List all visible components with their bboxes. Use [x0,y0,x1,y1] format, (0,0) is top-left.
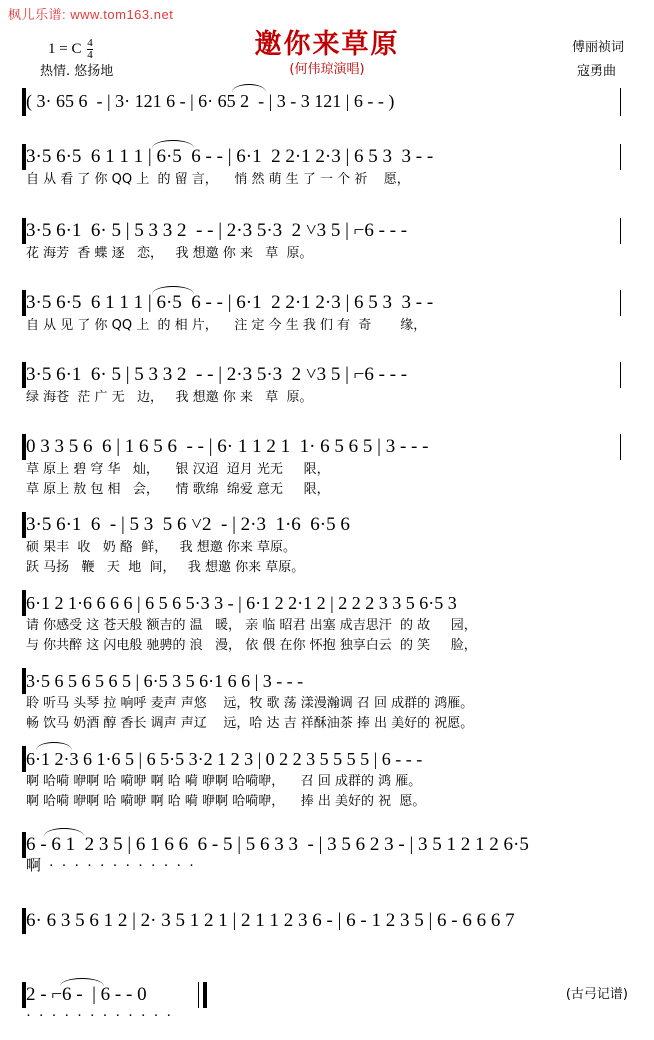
tempo-marking: 热情. 悠扬地 [40,64,114,79]
lyrics-line: 绿 海苍 茫 广 无 边， 我 想邀 你 来 草 原。 [26,390,313,405]
lyrics-line-b: 畅 饮马 奶酒 醇 香长 调声 声辽 远，哈 达 吉 祥酥油茶 捧 出 美好的 祝愿。 [26,716,474,731]
lyrics-line-b: 跃 马扬 鞭 天 地 间， 我 想邀 你来 草原。 [26,560,305,575]
notes-line: 3·5 6·1 6 - | 5 3 5 6 ˅2 - | 2·3 1·6 6·5 6 [26,514,350,535]
barline-end [620,88,621,116]
slur-mark [60,978,104,986]
system-verse1-line2 [26,218,628,264]
barline-start [22,88,26,116]
notes-line: 3·5 6·1 6· 5 | 5 3 3 2 - - | 2·3 5·3 2 ˅3 5 | ⌐6 - - - [26,364,408,385]
lyrics-line-b: 与 你共醉 这 闪电般 驰骋的 浪 漫， 依 偎 在你 怀抱 独享白云 的 笑 脸， [26,638,477,653]
barline-start [22,746,26,772]
notes-line: 3·5 6 5 6 5 6 5 | 6·5 3 5 6·1 6 6 | 3 - - - [26,671,304,691]
barline-end [620,144,621,170]
key-signature-text: 1 = C [48,40,82,57]
credit-transcriber: (古弓记谱) [565,987,628,1002]
watermark-text: 枫儿乐谱: www.tom163.net [8,7,174,22]
notes-line: 6· 6 3 5 6 1 2 | 2· 3 5 1 2 1 | 2 1 1 2 3 6 - | 6 - 1 2 3 5 | 6 - 6 6 6 7 [26,910,515,931]
barline-end [620,434,621,460]
barline-start [22,908,26,934]
lyrics-line-a: 聆 听马 头琴 拉 响呼 麦声 声悠 远，牧 歌 荡 漾漫瀚调 召 回 成群的 鸿雁。 [26,696,474,711]
lyrics-line: 自 从 见 了 你 QQ 上 的 相 片， 注 定 今 生 我 们 有 奇 缘， [26,318,427,333]
notes-line: 3·5 6·5 6 1 1 1 | 6·5 6 - - | 6·1 2 2·1 2·3 | 6 5 3 3 - - [26,146,434,167]
lyrics-line-b: 草 原上 敖 包 相 会， 情 歌绵 绵爱 意无 限， [26,482,330,497]
notes-line: 3·5 6·1 6· 5 | 5 3 3 2 - - | 2·3 5·3 2 ˅3 5 | ⌐6 - - - [26,220,408,241]
lyrics-line: · · · · · · · · · · · · [26,1008,174,1024]
notes-line: ( 3· 65 6 - | 3· 121 6 - | 6· 65 2 - | 3 - 3 121 | 6 - - ) [26,91,395,111]
final-barline-thick [203,982,207,1008]
barline-start [22,832,26,858]
system-coda-line1 [26,746,628,812]
system-coda-line3 [26,908,628,934]
notes-line: 6·1 2 1·6 6 6 6 | 6 5 6 5·3 3 - | 6·1 2 2·1 2 | 2 2 2 3 3 5 6·5 3 [26,593,457,613]
barline-end [620,290,621,316]
system-chorus-line2 [26,512,628,578]
lyrics-line-a: 啊 哈嗬 咿啊 哈 嗬咿 啊 哈 嗬 咿啊 哈嗬咿， 召 回 成群的 鸿 雁。 [26,774,422,789]
notes-line: 6·1 2·3 6 1·6 5 | 6 5·5 3·2 1 2 3 | 0 2 2 3 5 5 5 5 | 6 - - - [26,749,423,769]
page-title: 邀你来草原 [254,29,400,60]
lyrics-line-a: 草 原上 碧 穹 华 灿， 银 汉迢 迢月 光无 限， [26,462,330,477]
final-barline-thin [198,982,199,1008]
system-coda-line2 [26,832,628,874]
barline-end [620,362,621,388]
system-ending [26,982,628,1024]
slur-mark [152,286,194,294]
lyrics-line: 花 海芳 香 蝶 逐 恋， 我 想邀 你 来 草 原。 [26,246,313,261]
notes-line: 6 - 6 1 2 3 5 | 6 1 6 6 6 - 5 | 5 6 3 3 - | 3 5 6 2 3 - | 3 5 1 2 1 2 6·5 [26,834,529,855]
barline-start [22,218,26,244]
time-signature-numerator: 4 [87,37,93,49]
slur-mark [44,828,84,836]
system-chorus-line1 [26,434,628,500]
barline-start [22,512,26,538]
system-bridge-line2 [26,668,628,734]
slur-mark [232,84,266,92]
notes-line: 0 3 3 5 6 6 | 1 6 5 6 - - | 6· 1 1 2 1 1· 6 5 6 5 | 3 - - - [26,436,429,457]
lyrics-line: 啊 · · · · · · · · · · · · [26,858,196,874]
system-verse2-line1 [26,290,628,336]
time-signature-denominator: 4 [87,49,93,61]
slur-mark [36,742,72,750]
barline-start [22,668,26,694]
barline-start [22,144,26,170]
lyrics-line-a: 硕 果丰 收 奶 酪 鲜， 我 想邀 你来 草原。 [26,540,296,555]
credit-composer: 寇勇曲 [576,64,616,79]
notes-line: 3·5 6·5 6 1 1 1 | 6·5 6 - - | 6·1 2 2·1 2·3 | 6 5 3 3 - - [26,292,434,313]
credit-lyricist: 傅丽祯词 [571,40,624,55]
page-subtitle: (何伟琼演唱) [289,62,365,77]
lyrics-line-b: 啊 哈嗬 咿啊 哈 嗬咿 啊 哈 嗬 咿啊 哈嗬咿， 捧 出 美好的 祝 愿。 [26,794,426,809]
barline-start [22,590,26,616]
lyrics-line: 自 从 看 了 你 QQ 上 的 留 言， 悄 然 萌 生 了 一 个 祈 愿， [26,172,410,187]
key-signature [48,38,93,61]
notes-line: 2 - ⌐6 - | 6 - - 0 [26,984,147,1005]
time-signature [87,38,93,61]
system-bridge-line1 [26,590,628,656]
barline-start [22,982,26,1008]
system-verse1-line1 [26,144,628,190]
barline-start [22,434,26,460]
slur-mark [152,140,194,148]
system-verse2-line2 [26,362,628,408]
barline-end [620,218,621,244]
system-intro [26,88,628,114]
barline-start [22,362,26,388]
lyrics-line-a: 请 你感受 这 苍天般 额吉的 温 暖， 亲 临 昭君 出塞 成吉思汗 的 故 园， [26,618,477,633]
barline-start [22,290,26,316]
